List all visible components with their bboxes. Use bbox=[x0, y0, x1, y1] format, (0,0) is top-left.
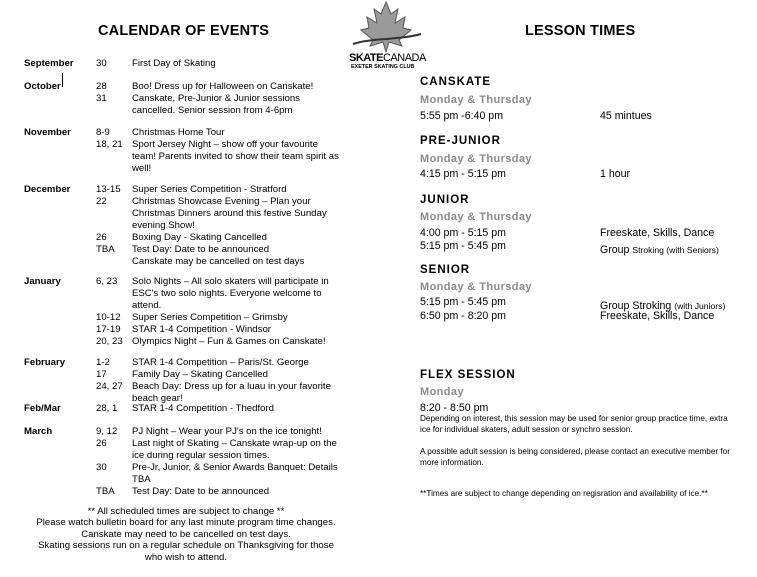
flex-description: Depending on interest, this session may be used for senior group practice time, extra ice for individual skaters, adult session or synchro session. bbox=[420, 414, 728, 434]
calendar-event: Super Series Competition - Stratford bbox=[132, 184, 287, 195]
calendar-event: Sport Jersey Night – show off your favourite bbox=[132, 139, 318, 150]
canskate-time: 5:55 pm -6:40 pm bbox=[420, 110, 504, 122]
calendar-event: evening Show! bbox=[132, 220, 195, 231]
calendar-event: Beach Day: Dress up for a luau in your favorite bbox=[132, 381, 331, 392]
logo-brand-right: CANADA bbox=[382, 52, 426, 64]
calendar-event: PJ Night – Wear your PJ's on the ice tonight! bbox=[132, 426, 322, 437]
calendar-date: 17 bbox=[96, 369, 107, 380]
junior-note-2-detail: Stroking (with Seniors) bbox=[632, 245, 719, 255]
calendar-date: 31 bbox=[96, 93, 107, 104]
calendar-date: 18, 21 bbox=[96, 139, 123, 150]
calendar-month: September bbox=[24, 58, 74, 69]
junior-note-2-main: Group bbox=[600, 244, 633, 256]
calendar-date: 6, 23 bbox=[96, 276, 118, 287]
skate-canada-logo bbox=[345, 0, 427, 72]
adult-session-note: A possible adult session is being considered, please contact an executive member for more information. bbox=[420, 447, 730, 467]
calendar-month: January bbox=[24, 276, 61, 287]
senior-note-1-main: Group Stroking bbox=[600, 300, 675, 312]
prejunior-duration: 1 hour bbox=[600, 168, 631, 180]
calendar-date: 30 bbox=[96, 58, 107, 69]
footer-line: who wish to attend. bbox=[144, 551, 228, 563]
calendar-event: TBA bbox=[132, 474, 151, 485]
calendar-event: Olympics Night – Fun & Games on Canskate! bbox=[132, 336, 326, 347]
calendar-title: CALENDAR OF EVENTS bbox=[98, 23, 270, 39]
calendar-event: STAR 1-4 Competition - Windsor bbox=[132, 324, 271, 335]
calendar-date: 28, 1 bbox=[96, 403, 118, 414]
calendar-date: TBA bbox=[96, 486, 115, 497]
calendar-month: December bbox=[24, 184, 71, 195]
calendar-event: Canskate may be cancelled on test days bbox=[132, 256, 305, 267]
calendar-event: Canskate, Pre-Junior & Junior sessions bbox=[132, 93, 300, 104]
maple-leaf-icon bbox=[345, 0, 427, 52]
calendar-date: 26 bbox=[96, 232, 107, 243]
calendar-date: 17-19 bbox=[96, 324, 121, 335]
footer-line: Canskate may need to be cancelled on test days. bbox=[81, 528, 291, 540]
calendar-event: Test Day: Date to be announced bbox=[132, 486, 270, 497]
logo-brand-left: SKATE bbox=[349, 52, 383, 64]
calendar-event: team! Parents invited to show their team spirit as bbox=[132, 151, 339, 162]
canskate-days: Monday & Thursday bbox=[420, 94, 532, 106]
footer-line: Please watch bulletin board for any last minute program time changes. bbox=[36, 517, 336, 529]
senior-heading: SENIOR bbox=[420, 264, 471, 276]
calendar-event: Test Day: Date to be announced bbox=[132, 244, 270, 255]
calendar-month: February bbox=[24, 357, 66, 368]
calendar-event: Boo! Dress up for Halloween on Canskate! bbox=[132, 81, 314, 92]
calendar-event: ice during regular session times. bbox=[132, 450, 270, 461]
calendar-event: First Day of Skating bbox=[132, 58, 216, 69]
canskate-duration: 45 mintues bbox=[600, 110, 652, 122]
calendar-month: October bbox=[24, 81, 61, 92]
senior-days: Monday & Thursday bbox=[420, 281, 532, 293]
calendar-event: Solo Nights – All solo skaters will participate in bbox=[132, 276, 329, 287]
calendar-event: Pre-Jr, Junior, & Senior Awards Banquet: Details bbox=[132, 462, 338, 473]
logo-club: EXETER SKATING CLUB bbox=[351, 64, 415, 70]
calendar-date: 28 bbox=[96, 81, 107, 92]
junior-heading: JUNIOR bbox=[420, 194, 470, 206]
calendar-event: Christmas Showcase Evening – Plan your bbox=[132, 196, 311, 207]
calendar-event: Boxing Day - Skating Cancelled bbox=[132, 232, 267, 243]
calendar-date: 26 bbox=[96, 438, 107, 449]
calendar-date: 9, 12 bbox=[96, 426, 118, 437]
senior-note-2: Freeskate, Skills, Dance bbox=[600, 310, 715, 322]
junior-note-1: Freeskate, Skills, Dance bbox=[600, 227, 715, 239]
senior-note-1-detail: (with Juniors) bbox=[674, 301, 726, 311]
calendar-event: Christmas Dinners around this festive Sunday bbox=[132, 208, 327, 219]
calendar-month: November bbox=[24, 127, 71, 138]
calendar-date: 13-15 bbox=[96, 184, 121, 195]
calendar-event: STAR 1-4 Competition – Paris/St. George bbox=[132, 357, 309, 368]
calendar-month: March bbox=[24, 426, 53, 437]
junior-time-1: 4:00 pm - 5:15 pm bbox=[420, 227, 506, 239]
calendar-event: well! bbox=[132, 163, 152, 174]
footer-line: Skating sessions run on a regular schedule on Thanksgiving for those bbox=[38, 540, 334, 552]
calendar-event: Family Day – Skating Cancelled bbox=[132, 369, 268, 380]
calendar-event: ESC's two solo nights. Everyone welcome to bbox=[132, 288, 322, 299]
calendar-date: 1-2 bbox=[96, 357, 110, 368]
calendar-event: attend. bbox=[132, 300, 162, 311]
text-cursor bbox=[62, 73, 63, 87]
calendar-date: 8-9 bbox=[96, 127, 110, 138]
flex-days: Monday bbox=[420, 386, 464, 398]
prejunior-days: Monday & Thursday bbox=[420, 153, 532, 165]
calendar-event: Super Series Competition – Grimsby bbox=[132, 312, 288, 323]
junior-note-2 bbox=[600, 240, 719, 258]
calendar-event: beach gear! bbox=[132, 393, 183, 404]
calendar-list bbox=[0, 0, 360, 577]
junior-days: Monday & Thursday bbox=[420, 211, 532, 223]
calendar-event: Christmas Home Tour bbox=[132, 127, 225, 138]
prejunior-heading: PRE-JUNIOR bbox=[420, 135, 501, 147]
flex-heading: FLEX SESSION bbox=[420, 369, 516, 381]
senior-time-2: 6:50 pm - 8:20 pm bbox=[420, 310, 506, 322]
flex-time: 8:20 - 8:50 pm bbox=[420, 402, 489, 414]
calendar-date: TBA bbox=[96, 244, 115, 255]
canskate-heading: CANSKATE bbox=[420, 76, 492, 88]
junior-time-2: 5:15 pm - 5:45 pm bbox=[420, 240, 506, 252]
senior-time-1: 5:15 pm - 5:45 pm bbox=[420, 296, 506, 308]
calendar-month: Feb/Mar bbox=[24, 403, 61, 414]
calendar-date: 10-12 bbox=[96, 312, 121, 323]
times-disclaimer: **Times are subject to change depending on regisration and availability of ice.** bbox=[420, 489, 708, 498]
calendar-date: 20, 23 bbox=[96, 336, 123, 347]
calendar-event: cancelled. Senior session from 4-6pm bbox=[132, 105, 293, 116]
lesson-title: LESSON TIMES bbox=[525, 23, 636, 39]
calendar-event: Last night of Skating – Canskate wrap-up on the bbox=[132, 438, 337, 449]
calendar-date: 30 bbox=[96, 462, 107, 473]
calendar-footer bbox=[21, 506, 351, 563]
calendar-date: 22 bbox=[96, 196, 107, 207]
calendar-date: 24, 27 bbox=[96, 381, 123, 392]
prejunior-time: 4:15 pm - 5:15 pm bbox=[420, 168, 506, 180]
footer-line: ** All scheduled times are subject to change ** bbox=[87, 506, 285, 517]
calendar-event: STAR 1-4 Competition - Thedford bbox=[132, 403, 275, 414]
